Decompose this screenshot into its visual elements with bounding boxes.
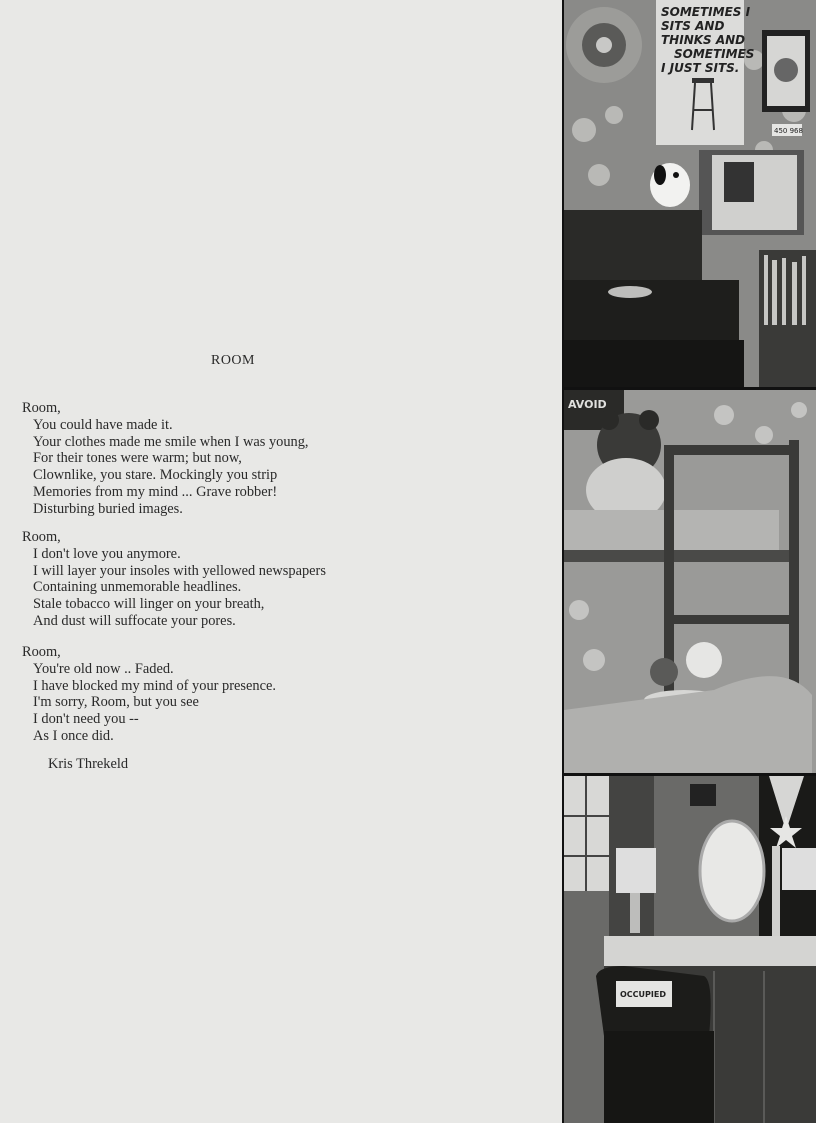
poster-text-line: THINKS AND — [661, 33, 746, 47]
poem-line: You're old now .. Faded. — [33, 660, 174, 677]
poem-title: ROOM — [210, 353, 255, 368]
poem-line: Clownlike, you stare. Mockingly you strip — [33, 467, 278, 484]
pennant-text: AVOID — [568, 398, 607, 411]
poster-text-line: SITS AND — [661, 19, 725, 33]
poem-line: Disturbing buried images. — [33, 500, 183, 517]
poster-text-line: I JUST SITS. — [661, 61, 740, 75]
poem-line: I don't need you -- — [33, 711, 139, 728]
stanza-1 — [22, 400, 309, 518]
poem-line: Stale tobacco will linger on your breath, — [33, 596, 265, 613]
stanza-opening: Room, — [22, 644, 61, 660]
occupied-sign-text: OCCUPIED — [620, 990, 666, 999]
poem-line: I'm sorry, Room, but you see — [33, 694, 199, 711]
vanity-photo — [564, 776, 816, 1123]
poem-line: For their tones were warm; but now, — [33, 450, 242, 467]
poem-line: I have blocked my mind of your presence. — [33, 677, 276, 694]
poem-line: Memories from my mind ... Grave robber! — [33, 483, 278, 500]
poem-line: I will layer your insoles with yellowed newspapers — [33, 562, 326, 579]
stanza-opening: Room, — [22, 529, 61, 545]
poem-line: I don't love you anymore. — [33, 545, 181, 562]
stanza-3 — [22, 644, 276, 745]
poem-line: Containing unmemorable headlines. — [33, 579, 242, 596]
poster-text-line: SOMETIMES — [674, 47, 755, 61]
poem-author: Kris Threkeld — [48, 756, 129, 772]
poem-line: As I once did. — [33, 727, 114, 744]
poster-text-line: SOMETIMES I — [661, 5, 751, 19]
poem-line: And dust will suffocate your pores. — [33, 612, 236, 629]
stanza-2 — [22, 529, 326, 630]
number-tag: 450 968 — [774, 127, 803, 135]
poem-line: You could have made it. — [33, 416, 173, 433]
dorm-wall-photo — [564, 0, 816, 387]
bunk-bed-photo — [564, 390, 816, 773]
poem-line: Your clothes made me smile when I was young, — [33, 433, 309, 450]
stanza-opening: Room, — [22, 400, 61, 416]
photo-column — [562, 0, 816, 1123]
